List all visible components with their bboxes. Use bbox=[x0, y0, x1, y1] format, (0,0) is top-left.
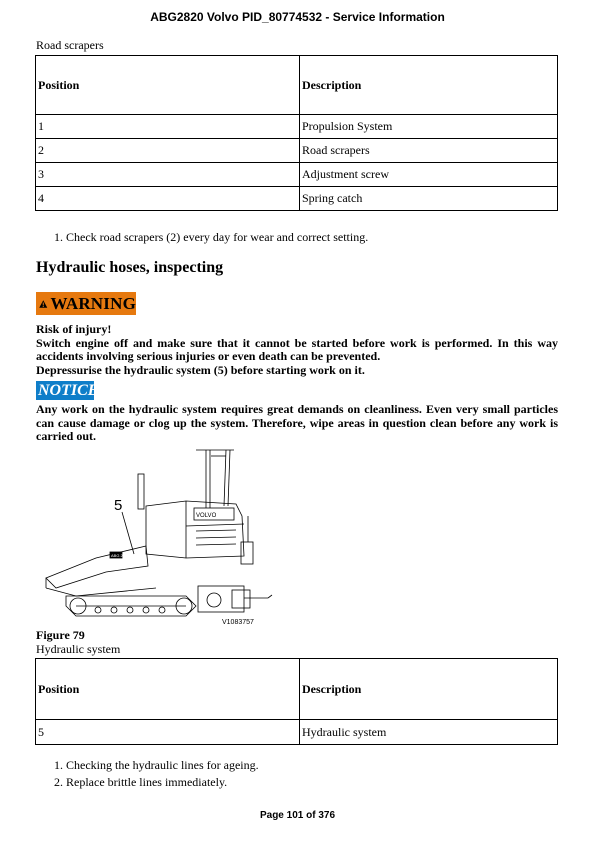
table-cell-position: 4 bbox=[36, 187, 300, 211]
table-cell-position: 3 bbox=[36, 163, 300, 187]
list-item: 1. Checking the hydraulic lines for ageing. bbox=[66, 757, 259, 774]
list-item: 1. Check road scrapers (2) every day for wear and correct setting. bbox=[66, 229, 368, 246]
table-header-row bbox=[36, 56, 558, 115]
column-header-description: Description bbox=[300, 659, 558, 720]
warning-line: Switch engine off and make sure that it cannot be started before work is performed. In this way accidents involving serious injuries or even death can be prevented. bbox=[36, 335, 558, 363]
table-cell-description: Hydraulic system bbox=[300, 720, 558, 745]
table-cell-description: Propulsion System bbox=[300, 115, 558, 139]
table-row bbox=[36, 115, 558, 139]
table-cell-position: 2 bbox=[36, 139, 300, 163]
warning-banner bbox=[36, 292, 136, 315]
warning-text bbox=[36, 323, 558, 377]
warning-label: WARNING bbox=[50, 293, 136, 313]
table-row bbox=[36, 163, 558, 187]
table-cell-description: Adjustment screw bbox=[300, 163, 558, 187]
table-row bbox=[36, 187, 558, 211]
warning-triangle-icon bbox=[39, 296, 48, 312]
figure-id-label: V1083757 bbox=[222, 619, 254, 626]
figure-callout-label: 5 bbox=[114, 497, 123, 514]
list-item: 2. Replace brittle lines immediately. bbox=[66, 774, 259, 791]
table-header-row bbox=[36, 659, 558, 720]
column-header-position: Position bbox=[36, 659, 300, 720]
page-footer: Page 101 of 376 bbox=[259, 810, 336, 821]
warning-line: Risk of injury! bbox=[36, 322, 112, 336]
notice-text: Any work on the hydraulic system requires great demands on cleanliness. Even very small particles can cause damage or clog up the system. Therefore, wipe areas in question clean before any work is carried out. bbox=[36, 402, 558, 443]
steps-list-hydraulic bbox=[36, 757, 259, 791]
page-header: ABG2820 Volvo PID_80774532 - Service Information bbox=[150, 10, 445, 24]
figure-plate-label: ABG 2820 bbox=[111, 553, 130, 558]
hydraulic-system-table bbox=[35, 658, 558, 745]
figure-brand-label: VOLVO bbox=[196, 513, 217, 519]
table-cell-description: Road scrapers bbox=[300, 139, 558, 163]
column-header-description: Description bbox=[300, 56, 558, 115]
table-cell-position: 5 bbox=[36, 720, 300, 745]
road-scrapers-table bbox=[35, 55, 558, 211]
notice-label: NOTICE bbox=[38, 381, 99, 399]
table-cell-description: Spring catch bbox=[300, 187, 558, 211]
notice-banner bbox=[36, 381, 99, 400]
table-row bbox=[36, 139, 558, 163]
steps-list-road-scrapers bbox=[36, 229, 368, 246]
paver-illustration bbox=[36, 446, 276, 626]
table-caption-road-scrapers: Road scrapers bbox=[36, 38, 104, 52]
figure-number: Figure 79 bbox=[36, 628, 85, 642]
section-title: Hydraulic hoses, inspecting bbox=[36, 259, 224, 276]
figure-caption: Hydraulic system bbox=[36, 642, 121, 656]
warning-line: Depressurise the hydraulic system (5) before starting work on it. bbox=[36, 362, 365, 377]
column-header-position: Position bbox=[36, 56, 300, 115]
table-row bbox=[36, 720, 558, 745]
table-cell-position: 1 bbox=[36, 115, 300, 139]
